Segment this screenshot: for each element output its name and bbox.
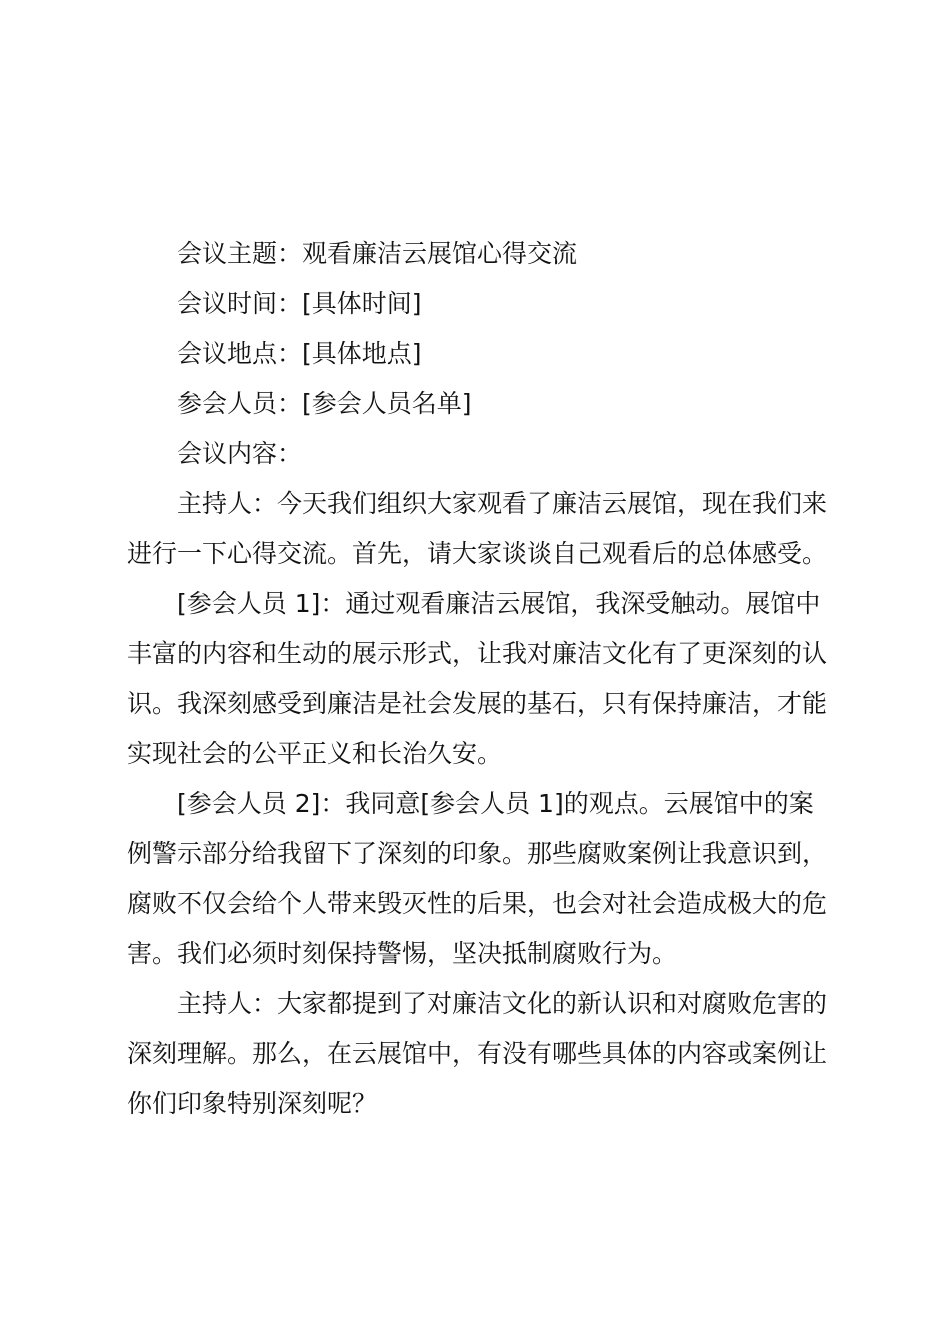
meeting-content-heading: 会议内容： [177, 439, 303, 468]
host-opening-paragraph: 主持人：今天我们组织大家观看了廉洁云展馆，现在我们来进行一下心得交流。首先，请大家谈谈自己观看后的总体感受。 [127, 489, 828, 568]
document-body [127, 229, 837, 1129]
host-followup-paragraph: 主持人：大家都提到了对廉洁文化的新认识和对腐败危害的深刻理解。那么，在云展馆中，有没有哪些具体的内容或案例让你们印象特别深刻呢？ [127, 989, 828, 1118]
meeting-time: 会议时间：[具体时间] [177, 289, 422, 318]
meeting-location: 会议地点：[具体地点] [177, 339, 422, 368]
meeting-attendees: 参会人员：[参会人员名单] [177, 389, 472, 418]
meeting-topic: 会议主题：观看廉洁云展馆心得交流 [177, 239, 578, 268]
attendee-2-paragraph: [参会人员 2]：我同意[参会人员 1]的观点。云展馆中的案例警示部分给我留下了深刻的印象。那些腐败案例让我意识到，腐败不仅会给个人带来毁灭性的后果，也会对社会造成极大的危害。我们必须时刻保持警惕，坚决抵制腐败行为。 [127, 789, 828, 968]
attendee-1-paragraph: [参会人员 1]：通过观看廉洁云展馆，我深受触动。展馆中丰富的内容和生动的展示形式，让我对廉洁文化有了更深刻的认识。我深刻感受到廉洁是社会发展的基石，只有保持廉洁，才能实现社会的公平正义和长治久安。 [127, 589, 828, 768]
